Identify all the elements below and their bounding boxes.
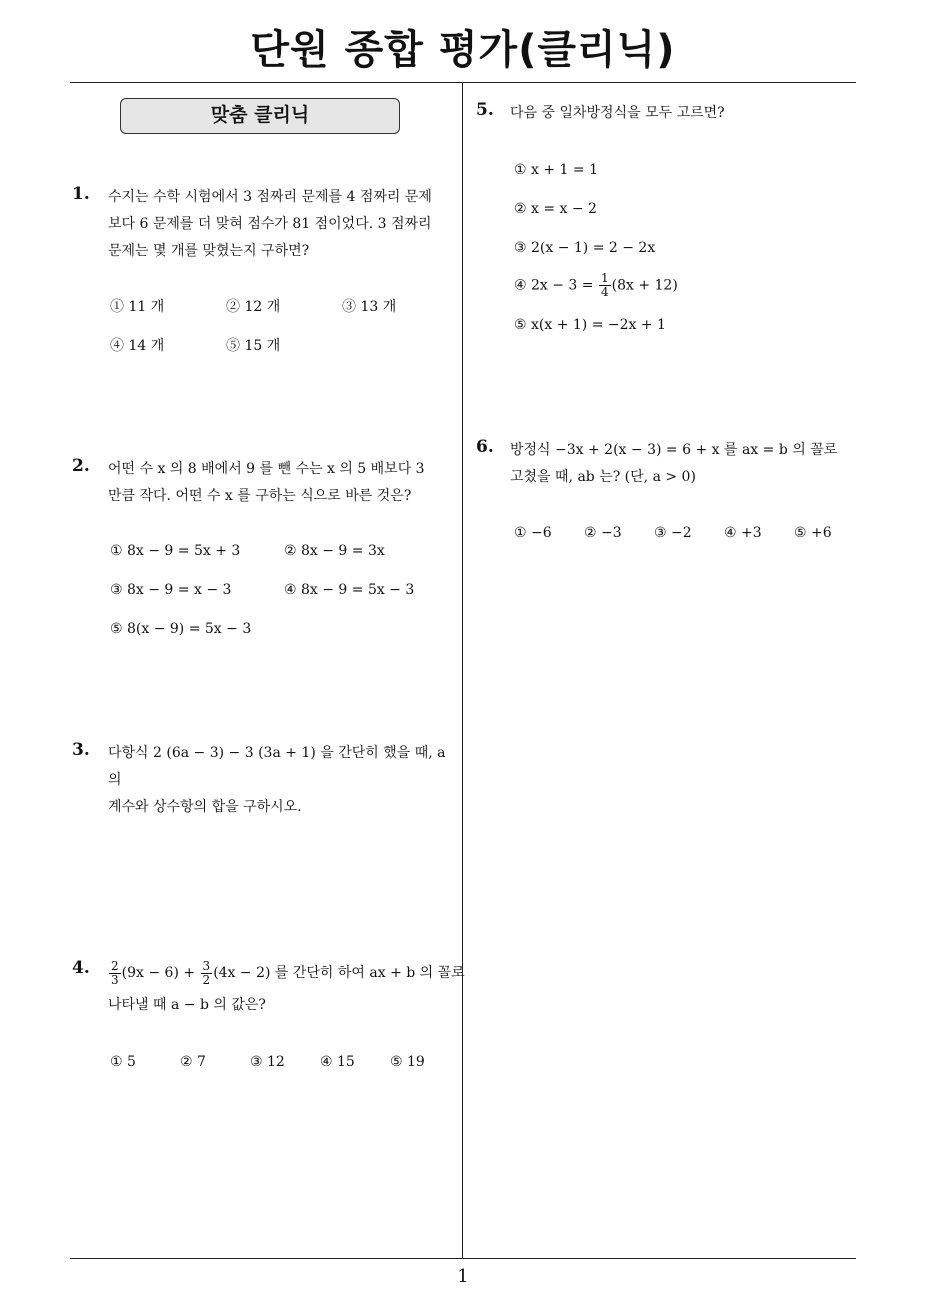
answer-option-5[interactable]: ⑤ x(x + 1) = −2x + 1 bbox=[514, 317, 666, 333]
question-line: 다항식 2 (6a − 3) − 3 (3a + 1) 을 간단히 했을 때, a 의 bbox=[108, 745, 446, 788]
answer-option-1[interactable]: ① 11 개 bbox=[110, 299, 165, 315]
question-line: 다음 중 일차방정식을 모두 고르면? bbox=[510, 105, 725, 121]
question-line: 계수와 상수항의 합을 구하시오. bbox=[108, 799, 302, 815]
answer-option-2[interactable]: ② 8x − 9 = 3x bbox=[284, 543, 385, 559]
answer-option-1[interactable]: ① 8x − 9 = 5x + 3 bbox=[110, 543, 241, 559]
top-rule bbox=[70, 82, 856, 83]
question-line: 방정식 −3x + 2(x − 3) = 6 + x 를 ax = b 의 꼴로 bbox=[510, 442, 838, 458]
question-number: 1. bbox=[72, 184, 90, 204]
answer-option-1[interactable]: ① 5 bbox=[110, 1054, 136, 1070]
answer-option-1[interactable]: ① −6 bbox=[514, 525, 552, 541]
question-3 bbox=[72, 740, 462, 815]
question-4 bbox=[72, 956, 465, 1086]
answer-option-3[interactable]: ③ 2(x − 1) = 2 − 2x bbox=[514, 240, 656, 256]
answer-option-4[interactable] bbox=[514, 272, 678, 299]
fraction: $\frac{3}{2}$ bbox=[202, 958, 211, 987]
question-line: 나타낼 때 a − b 의 값은? bbox=[108, 997, 266, 1013]
fraction: $\frac{1}{4}$ bbox=[600, 271, 609, 299]
question-line: 만큼 작다. 어떤 수 x 를 구하는 식으로 바른 것은? bbox=[108, 488, 412, 504]
question-line: 문제는 몇 개를 맞혔는지 구하면? bbox=[108, 243, 310, 259]
answer-option-2[interactable]: ② 12 개 bbox=[226, 299, 281, 315]
question-text bbox=[510, 437, 837, 491]
answer-option-3[interactable]: ③ −2 bbox=[654, 525, 692, 541]
answer-option-2[interactable]: ② −3 bbox=[584, 525, 622, 541]
question-line: 고쳤을 때, ab 는? (단, a > 0) bbox=[510, 469, 696, 485]
question-5 bbox=[476, 100, 866, 340]
answer-option-5[interactable]: ⑤ 15 개 bbox=[226, 338, 281, 354]
answer-option-3[interactable]: ③ 8x − 9 = x − 3 bbox=[110, 582, 232, 598]
question-number: 3. bbox=[72, 740, 90, 760]
question-text bbox=[108, 956, 465, 1019]
expression-part: (8x + 12) bbox=[611, 277, 678, 294]
question-text bbox=[510, 100, 725, 127]
answer-option-3[interactable]: ③ 12 bbox=[250, 1054, 285, 1070]
question-line: 보다 6 문제를 더 맞혀 점수가 81 점이었다. 3 점짜리 bbox=[108, 216, 432, 232]
page-number: 1 bbox=[457, 1266, 469, 1287]
answer-option-5[interactable]: ⑤ 8(x − 9) = 5x − 3 bbox=[110, 621, 252, 637]
question-text bbox=[108, 456, 425, 510]
question-1 bbox=[72, 184, 462, 374]
section-badge: 맞춤 클리닉 bbox=[120, 98, 400, 134]
question-number: 6. bbox=[476, 437, 494, 457]
question-line bbox=[108, 956, 465, 990]
question-number: 5. bbox=[476, 100, 494, 120]
column-divider bbox=[462, 83, 463, 1259]
answer-option-5[interactable]: ⑤ 19 bbox=[390, 1054, 425, 1070]
question-text bbox=[108, 184, 432, 265]
answer-option-5[interactable]: ⑤ +6 bbox=[794, 525, 832, 541]
question-line: 어떤 수 x 의 8 배에서 9 를 뺀 수는 x 의 5 배보다 3 bbox=[108, 461, 425, 477]
expression-part: (9x − 6) + bbox=[121, 965, 196, 981]
page-title: 단원 종합 평가(클리닉) bbox=[250, 27, 676, 73]
question-text bbox=[108, 740, 462, 821]
answer-option-4[interactable]: ④ 8x − 9 = 5x − 3 bbox=[284, 582, 415, 598]
answer-option-4[interactable]: ④ 14 개 bbox=[110, 338, 165, 354]
question-line: 수지는 수학 시험에서 3 점짜리 문제를 4 점짜리 문제 bbox=[108, 189, 432, 205]
fraction: $\frac{2}{3}$ bbox=[111, 958, 119, 987]
question-2 bbox=[72, 456, 462, 646]
answer-option-4[interactable]: ④ 15 bbox=[320, 1054, 355, 1070]
answer-option-1[interactable]: ① x + 1 = 1 bbox=[514, 162, 598, 178]
question-6 bbox=[476, 437, 876, 557]
bottom-rule bbox=[70, 1258, 856, 1259]
question-number: 2. bbox=[72, 456, 90, 476]
answer-option-3[interactable]: ③ 13 개 bbox=[342, 299, 397, 315]
answer-option-2[interactable]: ② x = x − 2 bbox=[514, 201, 597, 217]
question-number: 4. bbox=[72, 958, 90, 978]
answer-option-4[interactable]: ④ +3 bbox=[724, 525, 762, 541]
answer-option-2[interactable]: ② 7 bbox=[180, 1054, 206, 1070]
expression-part: ④ 2x − 3 = bbox=[514, 277, 594, 294]
expression-part: (4x − 2) 를 간단히 하여 ax + b 의 꼴로 bbox=[213, 965, 465, 981]
